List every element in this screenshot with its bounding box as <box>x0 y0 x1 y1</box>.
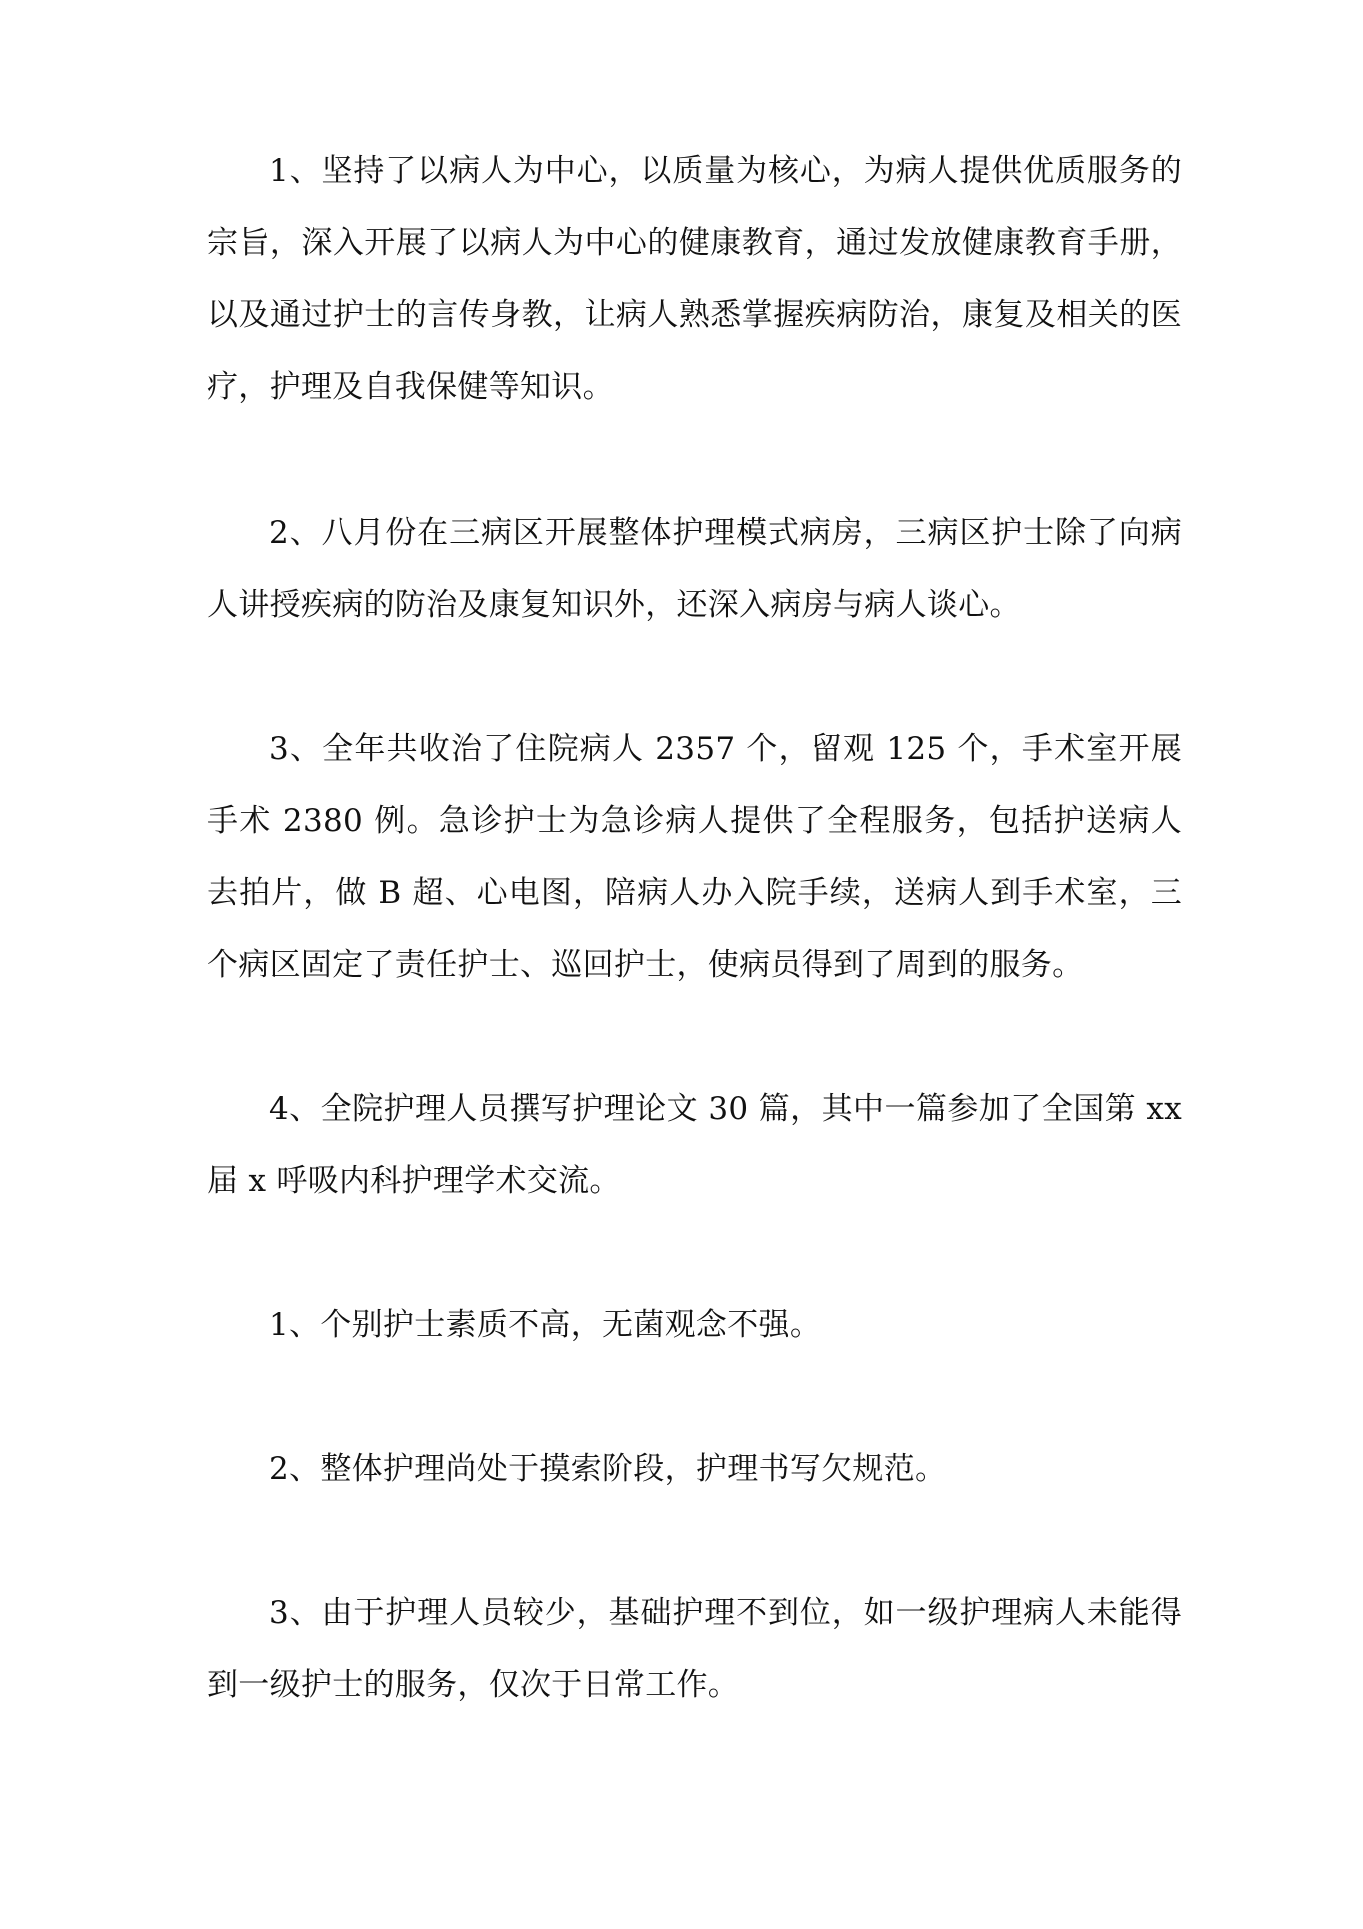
paragraph-issue-1: 1、个别护士素质不高，无菌观念不强。 <box>269 1307 822 1343</box>
paragraph-achievement-1: 1、坚持了以病人为中心，以质量为核心，为病人提供优质服务的宗旨，深入开展了以病人为中心的健康教育，通过发放健康教育手册，以及通过护士的言传身教，让病人熟悉掌握疾病防治，康复及相关的医疗，护理及自我保健等知识。 <box>207 153 1182 405</box>
paragraph-achievement-4: 4、全院护理人员撰写护理论文 30 篇，其中一篇参加了全国第 xx 届 x 呼吸内科护理学术交流。 <box>207 1091 1182 1199</box>
paragraph-achievement-2: 2、八月份在三病区开展整体护理模式病房，三病区护士除了向病人讲授疾病的防治及康复知识外，还深入病房与病人谈心。 <box>207 515 1182 623</box>
paragraph-issue-2: 2、整体护理尚处于摸索阶段，护理书写欠规范。 <box>269 1451 947 1487</box>
paragraph-issue-3: 3、由于护理人员较少，基础护理不到位，如一级护理病人未能得到一级护士的服务，仅次于日常工作。 <box>207 1595 1182 1703</box>
paragraph-achievement-3: 3、全年共收治了住院病人 2357 个，留观 125 个，手术室开展手术 2380 例。急诊护士为急诊病人提供了全程服务，包括护送病人去拍片，做 B 超、心电图，陪病人办入院手续，送病人到手术室，三个病区固定了责任护士、巡回护士，使病员得到了周到的服务。 <box>207 731 1182 983</box>
